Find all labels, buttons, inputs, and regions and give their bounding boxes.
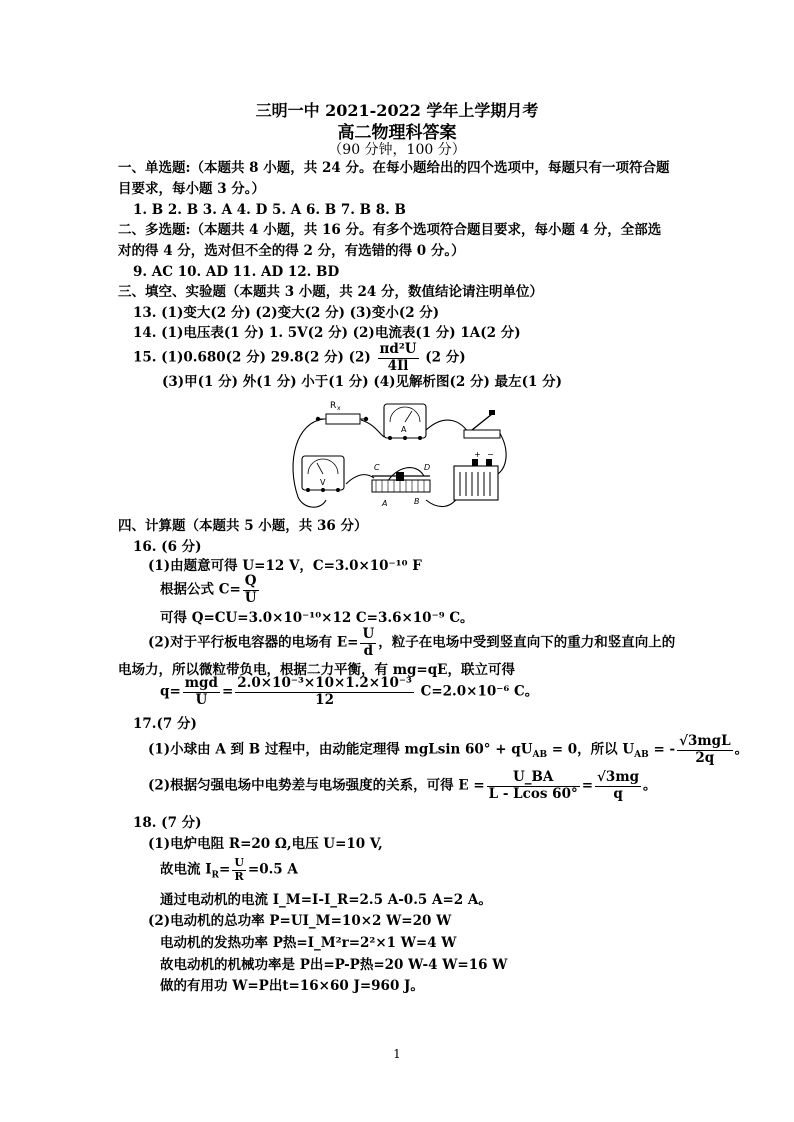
- q16-line6-eq: =: [221, 683, 234, 700]
- q17-line2: [148, 770, 657, 802]
- q16-fraction-ud: [360, 627, 376, 659]
- q17-fraction-e2: [595, 770, 641, 802]
- q17-line2-end: 。: [643, 777, 657, 794]
- q17-line1-end: 。: [734, 741, 749, 758]
- q16-fraction-values: [235, 676, 414, 708]
- q17-line1-text-b: = 0，所以 U: [547, 741, 635, 758]
- battery-minus: −: [487, 450, 494, 459]
- q16-fraction-d: d: [363, 642, 374, 659]
- q14-answer: 14. (1)电压表(1 分) 1. 5V(2 分) (2)电流表(1 分) 1A(2 分): [133, 325, 521, 341]
- section3-heading: 三、填空、实验题（本题共 3 小题，共 24 分，数值结论请注明单位）: [118, 284, 543, 300]
- wire-ammeter-to-switch: [426, 420, 468, 432]
- q17-fraction-uab-num: √3mgL: [679, 733, 731, 749]
- section1-answers: 1. B 2. B 3. A 4. D 5. A 6. B 7. B 8. B: [133, 202, 406, 218]
- q17-fraction-e1-num: U_BA: [487, 770, 580, 787]
- rheostat-a-label: A: [382, 499, 388, 508]
- q15-fraction: [378, 342, 419, 374]
- q18-fraction-ur: [232, 857, 246, 883]
- battery: [454, 450, 498, 500]
- q16-fraction-mgd-num: mgd: [184, 675, 218, 691]
- wire-rx-to-ammeter: [361, 420, 384, 437]
- q17-line1-text: (1)小球由 A 到 B 过程中，由动能定理得 mgLsin 60° + qU: [148, 741, 533, 758]
- q16-line2-text: 根据公式 C=: [160, 581, 241, 598]
- q17-fraction-uab-den: 2q: [695, 749, 715, 766]
- q17-fraction-e1: [487, 770, 580, 802]
- q18-line2-result: =0.5 A: [247, 861, 298, 878]
- section1-heading: 一、单选题:（本题共 8 小题，共 24 分。在每小题给出的四个选项中，每题只有一项符合题: [118, 160, 670, 176]
- voltmeter-label: V: [320, 478, 326, 487]
- q18-line3: 通过电动机的电流 I_M=I-I_R=2.5 A-0.5 A=2 A。: [160, 892, 492, 908]
- q16-head: 16. (6 分): [133, 539, 202, 555]
- q18-line5: 电动机的发热功率 P热=I_M²r=2²×1 W=4 W: [160, 935, 457, 951]
- q17-line2-eq: =: [581, 777, 594, 794]
- q13-answer: 13. (1)变大(2 分) (2)变大(2 分) (3)变小(2 分): [133, 305, 440, 321]
- section2-heading: 二、多选题:（本题共 4 小题，共 16 分。有多个选项符合题目要求，每小题 4 分，全部选: [118, 222, 662, 238]
- circuit-diagram: [286, 392, 518, 518]
- exam-title: 三明一中 2021-2022 学年上学期月考: [255, 101, 539, 120]
- q17-head: 17.(7 分): [133, 716, 197, 732]
- knife-switch: [464, 410, 500, 438]
- q16-line2: [160, 574, 261, 606]
- q18-line1: (1)电炉电阻 R=20 Ω,电压 U=10 V,: [148, 836, 383, 852]
- rheostat-c-label: C: [374, 463, 380, 472]
- rheostat-b-label: B: [414, 497, 420, 506]
- wire-voltmeter-to-rheostat: [346, 475, 374, 484]
- q18-line2-text: 故电流 I: [160, 861, 212, 878]
- q18-head: 18. (7 分): [133, 815, 202, 831]
- section1-heading-cont: 目要求，每小题 3 分。）: [118, 181, 266, 197]
- q16-line4: [148, 627, 675, 659]
- section4-heading: 四、计算题（本题共 5 小题，共 36 分）: [118, 518, 368, 534]
- battery-plus: +: [474, 450, 481, 459]
- q16-fraction-values-den: 12: [315, 691, 334, 708]
- q16-fraction-u: U: [244, 589, 257, 606]
- exam-meta: （90 分钟，100 分）: [328, 142, 466, 158]
- q18-line7: 做的有用功 W=P出t=16×60 J=960 J。: [160, 978, 424, 994]
- q17-fraction-e2-den: q: [613, 785, 623, 802]
- q16-fraction-values-num: 2.0×10⁻³×10×1.2×10⁻³: [237, 675, 412, 691]
- q15-text: 15. (1)0.680(2 分) 29.8(2 分) (2): [133, 349, 371, 366]
- q16-line4-text: (2)对于平行板电容器的电场有 E=: [148, 634, 359, 651]
- voltmeter: [302, 456, 344, 492]
- q18-fraction-r: R: [234, 869, 244, 883]
- q17-fraction-uab: [677, 734, 732, 766]
- q18-fraction-u: U: [234, 856, 244, 869]
- q17-fraction-e1-den: L - Lcos 60°: [488, 785, 578, 802]
- ammeter: [384, 404, 426, 440]
- section2-answers: 9. AC 10. AD 11. AD 12. BD: [133, 264, 340, 280]
- q16-line4-text-b: ，粒子在电场中受到竖直向下的重力和竖直向上的: [378, 634, 676, 651]
- q17-fraction-e2-num: √3mg: [597, 769, 640, 785]
- ammeter-label: A: [401, 425, 407, 434]
- q16-line6-result: C=2.0×10⁻⁶ C。: [420, 683, 539, 700]
- q15-answer-line2: (3)甲(1 分) 外(1 分) 小于(1 分) (4)见解析图(2 分) 最左(1 分): [162, 374, 562, 390]
- q16-fraction-mgd-den: U: [195, 691, 208, 708]
- q15-fraction-den: 4Il: [387, 357, 409, 374]
- resistor-label: R: [330, 401, 337, 411]
- q16-line5: 电场力，所以微粒带负电，根据二力平衡，有 mg=qE，联立可得: [118, 662, 515, 678]
- q18-line6: 故电动机的机械功率是 P出=P-P热=20 W-4 W=16 W: [160, 957, 508, 973]
- q17-line1-text-c: = -: [648, 741, 676, 758]
- q16-fraction-q: Q: [243, 574, 259, 591]
- q16-line6: [160, 676, 538, 708]
- q16-line6-q: q=: [160, 683, 181, 700]
- rheostat-d-label: D: [424, 463, 431, 472]
- q18-line2: [160, 857, 298, 883]
- q17-line1-sub: AB: [532, 750, 548, 761]
- page-number: 1: [393, 1047, 401, 1061]
- q15-fraction-num: πd²U: [379, 341, 417, 357]
- q15-points: (2 分): [425, 349, 466, 366]
- q17-line1-sub2: AB: [634, 750, 649, 761]
- q16-line1: (1)由题意可得 U=12 V，C=3.0×10⁻¹⁰ F: [148, 558, 422, 574]
- exam-subtitle: 高二物理科答案: [337, 123, 457, 143]
- q17-line2-text: (2)根据匀强电场中电势差与电场强度的关系，可得 E =: [148, 777, 485, 794]
- q18-line2-eq: =: [219, 861, 231, 878]
- q15-answer: [133, 342, 466, 374]
- resistor-rx: [316, 401, 368, 424]
- q16-line3: 可得 Q=CU=3.0×10⁻¹⁰×12 C=3.6×10⁻⁹ C。: [160, 610, 474, 626]
- resistor-label-sub: x: [337, 405, 341, 412]
- q17-line1: [148, 734, 748, 766]
- q16-fraction-u2: U: [362, 626, 375, 642]
- q18-line2-sub: R: [211, 870, 219, 881]
- section2-heading-cont: 对的得 4 分，选对但不全的得 2 分，有选错的得 0 分。）: [118, 243, 465, 259]
- q16-fraction-mgd: [183, 676, 220, 708]
- q18-line4: (2)电动机的总功率 P=UI_M=10×2 W=20 W: [148, 913, 452, 929]
- q16-fraction-qu: [243, 574, 259, 606]
